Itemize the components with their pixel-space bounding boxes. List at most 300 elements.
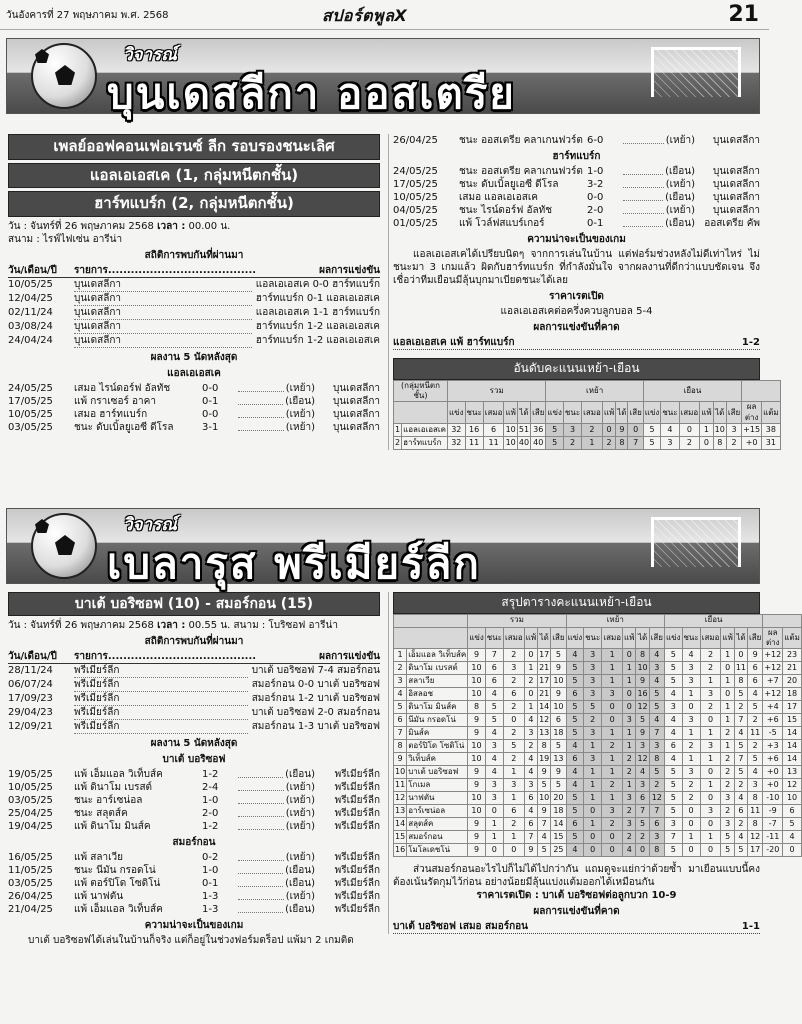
predict-score: 1-1 <box>741 921 760 933</box>
h2h-head-comp: รายการ....................................... <box>74 264 257 276</box>
analysis-title: ความน่าจะเป็นของเกม <box>144 920 244 932</box>
table-cell: 4 <box>566 740 584 753</box>
football-icon <box>31 513 97 579</box>
form-match: แพ้ โวล์ฟสแบร์เกอร์ <box>459 218 545 229</box>
table-cell: 10 <box>504 424 517 437</box>
table-group-row <box>394 380 781 402</box>
h2h-row <box>8 692 380 706</box>
table-row <box>394 675 802 688</box>
table-cell: 4 <box>524 805 537 818</box>
table-cell: 3 <box>700 688 721 701</box>
table-cell: 51 <box>517 424 530 437</box>
table-cell: 5 <box>503 740 524 753</box>
form-score: 6-0 <box>587 135 604 146</box>
table-cell: 2 <box>726 437 741 450</box>
table-cell: 7 <box>538 818 551 831</box>
table-cell: 8 <box>748 818 763 831</box>
h2h-result: ฮาร์ทแบร์ก 1-2 แอลเอเอสเค <box>255 320 380 332</box>
match-title: บาเต้ บอริซอฟ (10) - สมอร์กอน (15) <box>8 592 380 616</box>
table-cell: 3 <box>584 675 602 688</box>
table-cell: 4 <box>661 424 679 437</box>
table-cell: 4 <box>566 649 584 662</box>
table-row <box>394 437 781 450</box>
table-cell: 5 <box>566 701 584 714</box>
table-cell: 4 <box>682 649 700 662</box>
table-cell: 13 <box>551 753 566 766</box>
table-cell: 4 <box>734 792 747 805</box>
table-cell: 3 <box>623 714 636 727</box>
table-pts-head: แต้ม <box>783 627 802 649</box>
table-cell: 1 <box>700 675 721 688</box>
table-cell: +3 <box>763 740 783 753</box>
h2h-result: สมอร์กอน 1-2 บาเต้ บอริซอฟ <box>251 693 380 705</box>
match-time: 00.55 น. <box>188 620 231 632</box>
h2h-comp: พรีเมียร์ลีก <box>74 664 248 678</box>
form-title: ผลงาน 5 นัดหลังสุด <box>150 738 238 750</box>
table-cell: 0 <box>700 818 721 831</box>
table-cell: 7 <box>649 805 664 818</box>
table-rank: 16 <box>394 844 407 857</box>
form-match: แพ้ ดินาโม เบรสต์ <box>74 782 153 794</box>
h2h-list <box>8 278 380 348</box>
table-cell: 36 <box>531 424 546 437</box>
table-cell: 3 <box>524 779 537 792</box>
table-cell: 0 <box>700 714 721 727</box>
h2h-date: 02/11/24 <box>8 306 53 318</box>
table-cell: 6 <box>485 662 503 675</box>
h2h-row <box>8 706 380 720</box>
form-dots <box>238 851 284 861</box>
table-cell: 3 <box>649 740 664 753</box>
table-cell: 0 <box>734 649 747 662</box>
table-cell: 20 <box>551 792 566 805</box>
table-cell: 9 <box>616 424 628 437</box>
form-row <box>8 395 380 408</box>
table-cell: 23 <box>783 649 802 662</box>
table-cell: 5 <box>664 792 682 805</box>
form-date: 17/05/25 <box>393 179 438 190</box>
table-cell: 1 <box>602 753 623 766</box>
table-cell: 7 <box>664 831 682 844</box>
table-cell: 1 <box>682 831 700 844</box>
table-pts-head: แต้ม <box>762 402 781 424</box>
table-cell: 10 <box>468 675 486 688</box>
odds-title: ราคาเรตเปิด <box>549 291 604 302</box>
table-cell: 0 <box>623 701 636 714</box>
banner-title: บุนเดสลีกา ออสเตรีย <box>107 69 516 118</box>
table-row <box>394 805 802 818</box>
table-cell: 10 <box>551 701 566 714</box>
table-cell: 6 <box>524 818 537 831</box>
form-score: 1-3 <box>202 891 219 903</box>
form-venue: (เหย้า) <box>285 408 315 420</box>
table-row <box>394 818 802 831</box>
h2h-row <box>8 678 380 692</box>
table-col-head: เสีย <box>726 402 741 424</box>
table-team: ดินาโม เบรสต์ <box>407 662 468 675</box>
form-venue: (เยือน) <box>665 218 695 229</box>
table-cell: +0 <box>763 766 783 779</box>
table-cell: 2 <box>503 818 524 831</box>
table-cell: 1 <box>485 831 503 844</box>
table-cell: 1 <box>602 662 623 675</box>
table-cell: 2 <box>623 766 636 779</box>
table-cell: 4 <box>566 766 584 779</box>
form-row <box>8 421 380 434</box>
predict-line <box>393 920 760 934</box>
match-date: วัน : จันทร์ที่ 26 พฤษภาคม 2568 <box>8 620 154 632</box>
h2h-comp: บุนเดสลีกา <box>74 292 252 306</box>
table-cell: 5 <box>485 714 503 727</box>
h2h-date: 03/08/24 <box>8 320 53 332</box>
table-cell: 6 <box>483 424 504 437</box>
table-col-head: ได้ <box>616 402 628 424</box>
form-venue: (เหย้า) <box>665 179 695 190</box>
table-cell: 3 <box>485 779 503 792</box>
table-cell: 8 <box>734 675 747 688</box>
table-cell: +0 <box>742 437 762 450</box>
h2h-header <box>8 650 380 664</box>
table-cell: 7 <box>734 714 747 727</box>
table-team: โกเมล <box>407 779 468 792</box>
table-col-head: ชนะ <box>682 627 700 649</box>
table-team: มินส์ค <box>407 727 468 740</box>
form-match: เสมอ ไรน์ดอร์ฟ อัลทัช <box>74 382 171 394</box>
table-cell: 9 <box>551 688 566 701</box>
table-cell: +12 <box>763 649 783 662</box>
standings-title: อันดับคะแนนเหย้า-เยือน <box>393 358 760 380</box>
goal-net-icon <box>651 517 741 567</box>
banner-kicker: วิจารณ์ <box>123 515 177 535</box>
team2-form-title: สมอร์กอน <box>172 837 216 849</box>
table-cell: 4 <box>623 844 636 857</box>
table-row <box>394 753 802 766</box>
table-cell: 3 <box>503 662 524 675</box>
table-blank <box>742 380 781 402</box>
table-col-head: เสีย <box>748 627 763 649</box>
form-score: 0-1 <box>202 395 219 407</box>
form-score: 0-0 <box>202 382 219 394</box>
table-group: เยือน <box>643 380 741 402</box>
table-cell: 1 <box>485 818 503 831</box>
table-cell: 4 <box>734 727 747 740</box>
table-cell: 0 <box>524 688 537 701</box>
table-team: สมอร์กอน <box>407 831 468 844</box>
form-score: 1-0 <box>587 166 604 177</box>
table-cell: 0 <box>628 424 643 437</box>
table-cell: 4 <box>636 766 649 779</box>
team2-form-list <box>8 851 380 916</box>
form-date: 10/05/25 <box>8 782 53 794</box>
table-cell: 25 <box>551 844 566 857</box>
table-cell: 0 <box>623 688 636 701</box>
form-comp: พรีเมียร์ลีก <box>334 821 380 833</box>
form-comp: พรีเมียร์ลีก <box>334 782 380 794</box>
team1-form-title: แอลเอเอสเค <box>167 367 221 379</box>
form-date: 10/05/25 <box>393 192 438 203</box>
table-cell: 10 <box>468 688 486 701</box>
table-cell: 2 <box>700 701 721 714</box>
form-dots <box>238 794 284 804</box>
table-cell: 6 <box>566 753 584 766</box>
table-cell: 2 <box>602 740 623 753</box>
form-row <box>8 877 380 890</box>
table-cell: 6 <box>566 818 584 831</box>
table-cell: 1 <box>700 753 721 766</box>
table-cell: 12 <box>783 779 802 792</box>
table-cell: 5 <box>721 844 734 857</box>
form-score: 0-1 <box>587 218 604 229</box>
form-venue: (เยือน) <box>665 192 695 203</box>
table-diff-head: ผลต่าง <box>763 627 783 649</box>
belarus-right-column <box>388 592 800 934</box>
table-cell: 0 <box>485 805 503 818</box>
form-score: 2-0 <box>587 205 604 216</box>
table-rank: 6 <box>394 714 407 727</box>
table-rank: 2 <box>394 437 402 450</box>
table-cell: 4 <box>524 714 537 727</box>
table-cell: 18 <box>783 688 802 701</box>
table-cell: 5 <box>636 714 649 727</box>
table-cell: 0 <box>783 844 802 857</box>
table-cell: 9 <box>468 818 486 831</box>
table-cell: 4 <box>485 753 503 766</box>
table-cell: 0 <box>721 662 734 675</box>
table-cell: 5 <box>649 766 664 779</box>
table-cell: 3 <box>682 662 700 675</box>
form-match: ชนะ ออสเตรีย คลาเกนฟวร์ต <box>459 135 583 146</box>
table-blank <box>763 614 802 627</box>
table-cell: 10 <box>636 662 649 675</box>
table-cell: 3 <box>682 675 700 688</box>
table-cell: 11 <box>465 437 483 450</box>
h2h-date: 24/04/24 <box>8 334 53 346</box>
form-venue: (เหย้า) <box>285 852 315 864</box>
table-cell: +0 <box>763 779 783 792</box>
table-cell: 3 <box>664 818 682 831</box>
table-cell: 8 <box>468 701 486 714</box>
table-cell: 2 <box>721 779 734 792</box>
table-cell: 2 <box>636 831 649 844</box>
form-match: ชนะ ดับเบิ้ลยูเอซี ดีโรล <box>459 179 559 190</box>
form-venue: (เหย้า) <box>285 382 315 394</box>
form-venue: (เยือน) <box>285 395 315 407</box>
table-col-head: ชนะ <box>661 402 679 424</box>
table-cell: 10 <box>468 753 486 766</box>
table-col-head: แข่ง <box>643 402 661 424</box>
h2h-date: 17/09/23 <box>8 693 53 705</box>
table-row <box>394 424 781 437</box>
form-comp: พรีเมียร์ลีก <box>334 878 380 890</box>
table-cell: 5 <box>664 779 682 792</box>
form-date: 03/05/25 <box>8 421 53 433</box>
table-cell: 2 <box>602 779 623 792</box>
form-match: เสมอ แอลเอเอสเค <box>459 192 538 203</box>
table-cell: 40 <box>531 437 546 450</box>
table-col-head: แพ้ <box>623 627 636 649</box>
form-date: 26/04/25 <box>393 135 438 146</box>
form-date: 21/04/25 <box>8 904 53 916</box>
table-cell: -5 <box>763 727 783 740</box>
form-dots <box>623 165 663 175</box>
form-comp: พรีเมียร์ลีก <box>334 769 380 781</box>
table-cell: 7 <box>628 437 643 450</box>
table-cell: 3 <box>584 649 602 662</box>
table-cell: 2 <box>623 805 636 818</box>
table-cell: 0 <box>602 844 623 857</box>
h2h-list <box>8 664 380 734</box>
table-cell: 2 <box>734 701 747 714</box>
form-dots <box>238 768 283 778</box>
form-dots <box>238 408 284 418</box>
match-info <box>8 619 380 632</box>
table-blank <box>394 627 468 649</box>
table-row <box>394 662 802 675</box>
table-cell: +12 <box>763 688 783 701</box>
table-cell: 3 <box>563 424 581 437</box>
table-col-head: เสมอ <box>602 627 623 649</box>
table-col-head: ได้ <box>713 402 726 424</box>
predict-title: ผลการแข่งขันที่คาด <box>533 906 620 918</box>
standings-table <box>393 380 781 451</box>
table-cell: 8 <box>538 740 551 753</box>
table-cell: -7 <box>763 818 783 831</box>
table-col-head: ชนะ <box>485 627 503 649</box>
table-group: รวม <box>448 380 546 402</box>
form-dots <box>623 178 664 188</box>
table-cell: 5 <box>734 844 747 857</box>
form-comp: พรีเมียร์ลีก <box>334 808 380 820</box>
table-cell: 2 <box>623 753 636 766</box>
table-cell: 17 <box>538 649 551 662</box>
table-cell: 0 <box>584 831 602 844</box>
table-cell: 5 <box>734 740 747 753</box>
table-cell: 12 <box>748 831 763 844</box>
team2-form-title: ฮาร์ทแบร์ก <box>552 151 601 162</box>
form-row <box>8 890 380 903</box>
table-cell: 4 <box>783 831 802 844</box>
h2h-comp: บุนเดสลีกา <box>74 334 252 348</box>
table-cell: 12 <box>636 701 649 714</box>
table-cell: 5 <box>566 714 584 727</box>
table-cell: 1 <box>682 753 700 766</box>
table-cell: 1 <box>602 649 623 662</box>
table-cell: 2 <box>602 437 615 450</box>
table-cell: 6 <box>748 675 763 688</box>
form-dots <box>238 864 283 874</box>
table-cell: 3 <box>649 662 664 675</box>
table-cell: 7 <box>734 753 747 766</box>
table-cell: 2 <box>682 779 700 792</box>
table-col-head: เสมอ <box>679 402 700 424</box>
form-match: ชนะ นีมัน กรอดโน่ <box>74 865 156 877</box>
table-cell: 14 <box>783 753 802 766</box>
table-cell: 0 <box>524 649 537 662</box>
table-cell: 3 <box>584 688 602 701</box>
table-cell: 2 <box>649 779 664 792</box>
table-rank: 4 <box>394 688 407 701</box>
table-cell: 5 <box>664 805 682 818</box>
table-cell: 4 <box>524 753 537 766</box>
form-match: แพ้ ตอร์ปิโด โซดิโน่ <box>74 878 161 890</box>
table-cell: 2 <box>734 779 747 792</box>
table-cell: 13 <box>783 766 802 779</box>
team1-form-title: บาเต้ บอริซอฟ <box>162 754 226 766</box>
form-date: 19/05/25 <box>8 769 53 781</box>
table-col-head: ได้ <box>636 627 649 649</box>
table-cell: 1 <box>584 792 602 805</box>
table-cell: 3 <box>721 818 734 831</box>
table-col-head: แพ้ <box>524 627 537 649</box>
predict-score: 1-2 <box>741 337 760 348</box>
table-rank: 14 <box>394 818 407 831</box>
table-col-head: เสมอ <box>582 402 603 424</box>
table-cell: 6 <box>551 714 566 727</box>
table-cell: 0 <box>485 844 503 857</box>
form-comp: บุนเดสลีกา <box>713 205 760 216</box>
form-match: ชนะ ออสเตรีย คลาเกนฟวร์ต <box>459 166 583 177</box>
table-cell: 12 <box>649 792 664 805</box>
table-cell: 4 <box>664 714 682 727</box>
table-cell: 3 <box>700 805 721 818</box>
table-team: นีมัน กรอดโน่ <box>407 714 468 727</box>
analysis-text: บาเต้ บอริซอฟได้เล่นในบ้านก็จริง แต่ก็อยู่ในช่วงฟอร์มดร็อป แพ้มา 2 เกมติด <box>28 935 354 947</box>
form-dots <box>238 890 284 900</box>
table-cell: 4 <box>664 727 682 740</box>
form-comp: บุนเดสลีกา <box>333 421 380 433</box>
table-cell: 18 <box>551 805 566 818</box>
form-row <box>8 794 380 807</box>
table-col-head: เสีย <box>531 402 546 424</box>
form-date: 11/05/25 <box>8 865 53 877</box>
table-cell: 18 <box>551 727 566 740</box>
table-cell: 6 <box>649 818 664 831</box>
table-rank: 10 <box>394 766 407 779</box>
standings-title: สรุปตารางคะแนนเหย้า-เยือน <box>393 592 760 614</box>
table-col-row <box>394 627 802 649</box>
table-cell: 15 <box>551 831 566 844</box>
form-date: 17/05/25 <box>8 395 53 407</box>
table-cell: 11 <box>734 662 747 675</box>
table-cell: 1 <box>721 714 734 727</box>
table-cell: 5 <box>748 701 763 714</box>
table-cell: 0 <box>623 649 636 662</box>
table-cell: 1 <box>602 727 623 740</box>
goal-net-icon <box>651 47 741 97</box>
form-match: แพ้ สลาเวีย <box>74 852 123 864</box>
table-row <box>394 688 802 701</box>
table-cell: 6 <box>503 805 524 818</box>
table-cell: 9 <box>748 649 763 662</box>
h2h-row <box>8 306 380 320</box>
austria-left-column <box>8 134 380 434</box>
table-cell: 12 <box>538 714 551 727</box>
table-cell: 2 <box>524 675 537 688</box>
table-cell: 3 <box>524 727 537 740</box>
form-score: 1-2 <box>202 821 219 833</box>
table-col-head: แข่ง <box>468 627 486 649</box>
table-cell: 32 <box>448 424 466 437</box>
form-venue: (เหย้า) <box>285 782 315 794</box>
table-cell: +6 <box>763 753 783 766</box>
table-rank: 11 <box>394 779 407 792</box>
table-cell: 2 <box>700 649 721 662</box>
form-row <box>393 204 760 217</box>
form-date: 16/05/25 <box>8 852 53 864</box>
table-cell: 1 <box>700 831 721 844</box>
table-cell: 5 <box>566 792 584 805</box>
table-cell: 2 <box>682 740 700 753</box>
